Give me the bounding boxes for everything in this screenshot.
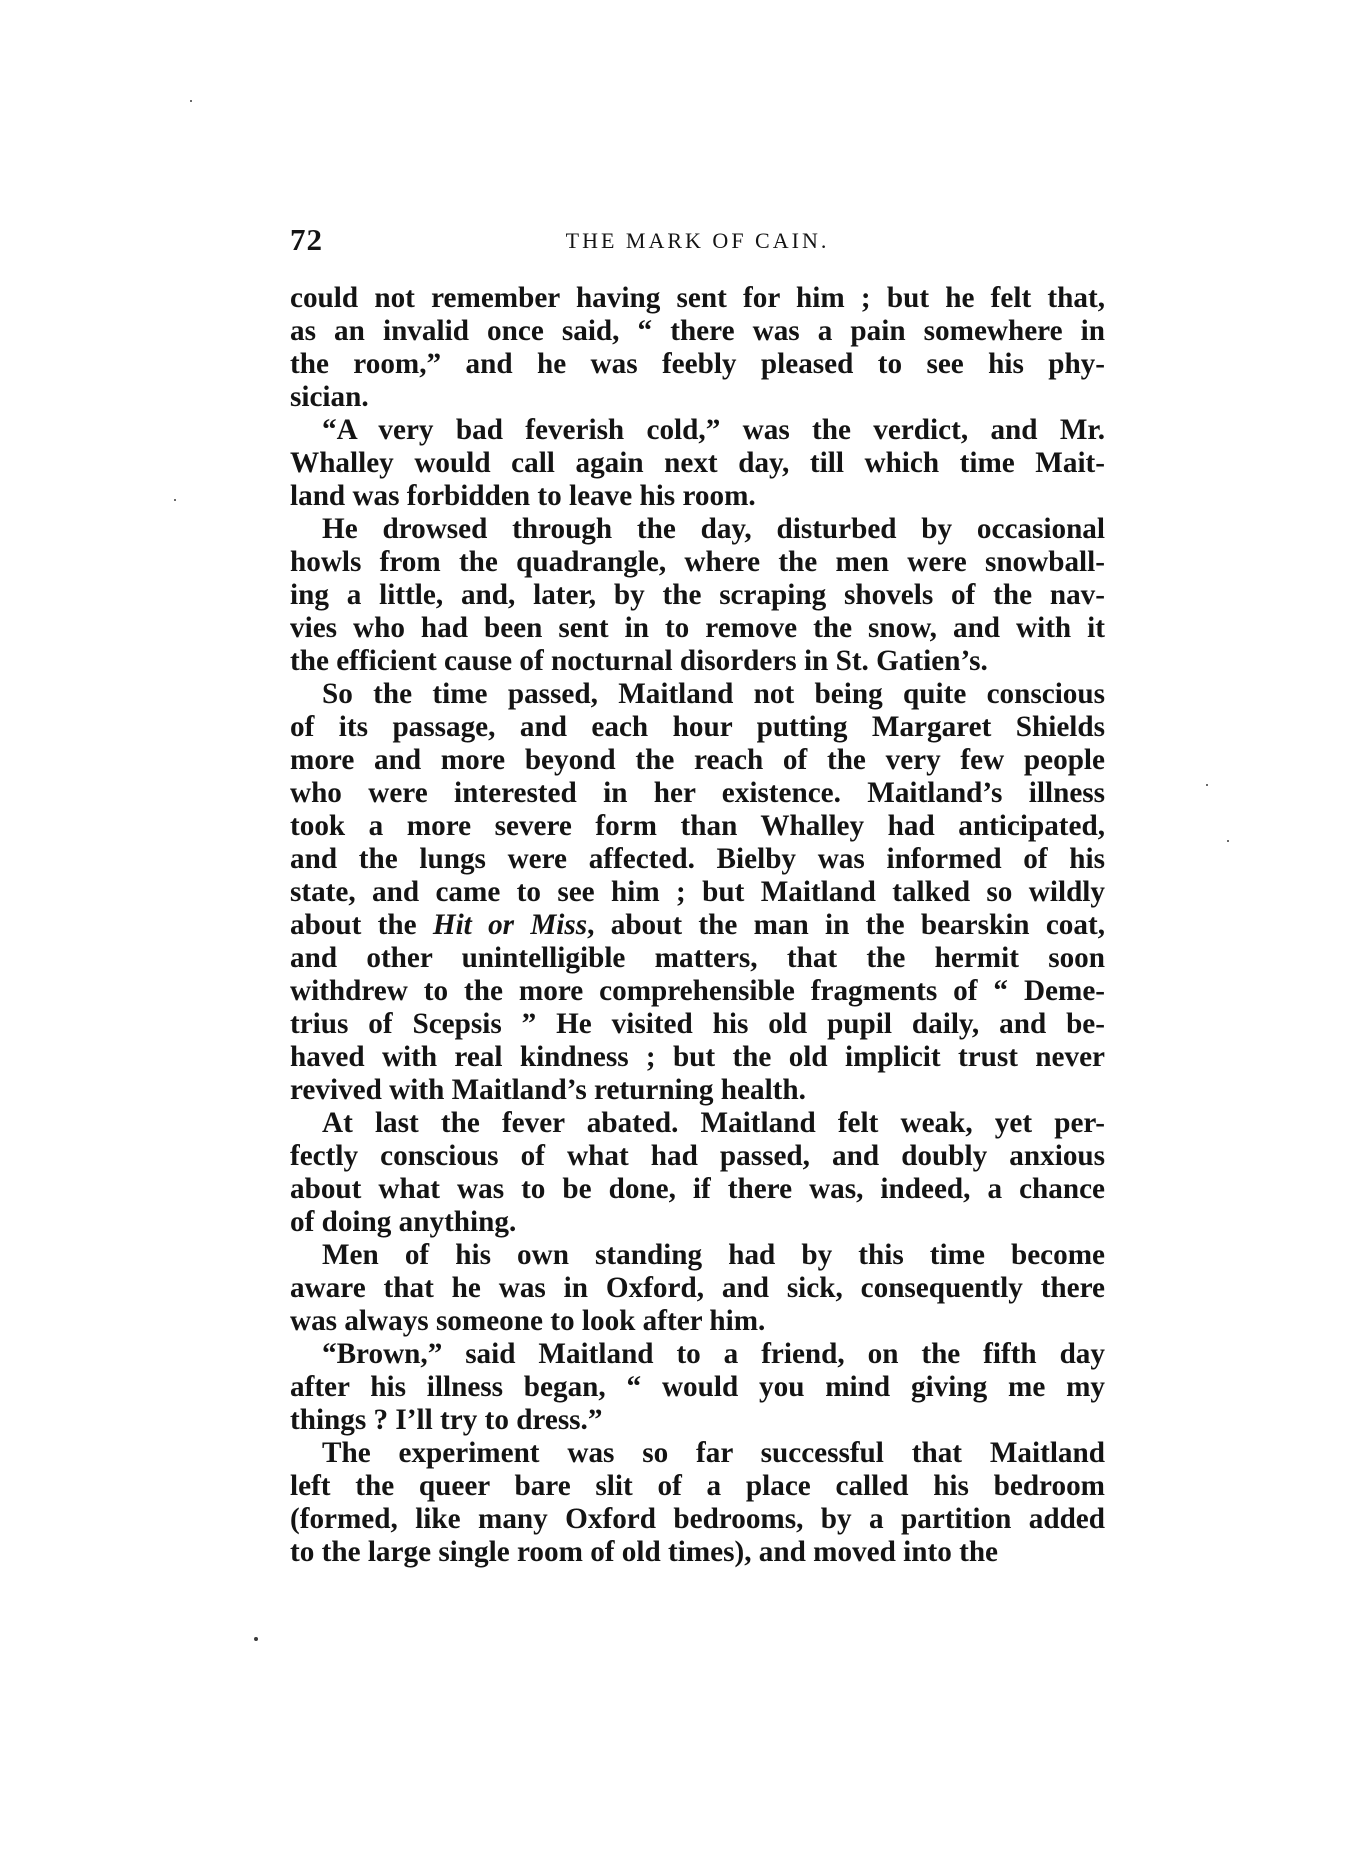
italic-title: Hit or Miss bbox=[432, 909, 588, 941]
scan-speck bbox=[190, 100, 192, 102]
text-line: state, and came to see him ; but Maitland talked so wildly bbox=[290, 876, 1105, 908]
text-line: At last the fever abated. Maitland felt weak, yet per- bbox=[322, 1107, 1105, 1139]
scan-speck bbox=[1206, 784, 1208, 786]
text-line: So the time passed, Maitland not being quite conscious bbox=[322, 678, 1105, 710]
paragraph bbox=[290, 1437, 1105, 1569]
text-line: “Brown,” said Maitland to a friend, on the fifth day bbox=[322, 1338, 1105, 1370]
running-title: THE MARK OF CAIN. bbox=[565, 228, 830, 253]
text-line: the room,” and he was feebly pleased to see his phy- bbox=[290, 348, 1105, 380]
paragraph bbox=[290, 1338, 1105, 1437]
page-header bbox=[290, 222, 1105, 262]
text-line: and other unintelligible matters, that the hermit soon bbox=[290, 942, 1105, 974]
text-line: of doing anything. bbox=[290, 1206, 517, 1238]
text-line: (formed, like many Oxford bedrooms, by a partition added bbox=[290, 1503, 1105, 1535]
text-line: Whalley would call again next day, till which time Mait- bbox=[290, 447, 1105, 479]
text-line: was always someone to look after him. bbox=[290, 1305, 766, 1337]
paragraph bbox=[290, 282, 1105, 414]
text-line: The experiment was so far successful that Maitland bbox=[322, 1437, 1105, 1469]
text-line: “A very bad feverish cold,” was the verdict, and Mr. bbox=[322, 414, 1105, 446]
text-line: took a more severe form than Whalley had anticipated, bbox=[290, 810, 1105, 842]
text-line: as an invalid once said, “ there was a pain somewhere in bbox=[290, 315, 1105, 347]
text-line: aware that he was in Oxford, and sick, consequently there bbox=[290, 1272, 1105, 1304]
text-line: who were interested in her existence. Maitland’s illness bbox=[290, 777, 1105, 809]
text-line: fectly conscious of what had passed, and doubly anxious bbox=[290, 1140, 1105, 1172]
text-line: Men of his own standing had by this time become bbox=[322, 1239, 1105, 1271]
paragraph bbox=[290, 1239, 1105, 1338]
text-line: after his illness began, “ would you mind giving me my bbox=[290, 1371, 1105, 1403]
text-line: left the queer bare slit of a place called his bedroom bbox=[290, 1470, 1105, 1502]
text-line: revived with Maitland’s returning health. bbox=[290, 1074, 806, 1106]
paragraph bbox=[290, 1107, 1105, 1239]
text-line: of its passage, and each hour putting Margaret Shields bbox=[290, 711, 1105, 743]
text-line: about what was to be done, if there was, indeed, a chance bbox=[290, 1173, 1105, 1205]
text-line: and the lungs were affected. Bielby was informed of his bbox=[290, 843, 1105, 875]
text-line: haved with real kindness ; but the old implicit trust never bbox=[290, 1041, 1105, 1073]
text-line: He drowsed through the day, disturbed by occasional bbox=[322, 513, 1105, 545]
text-line: ing a little, and, later, by the scraping shovels of the nav- bbox=[290, 579, 1105, 611]
scan-speck bbox=[174, 499, 176, 501]
page-number: 72 bbox=[290, 222, 323, 257]
body-text bbox=[290, 282, 1105, 1569]
text-line: the efficient cause of nocturnal disorders in St. Gatien’s. bbox=[290, 645, 988, 677]
scan-speck bbox=[1227, 840, 1229, 842]
text-line: howls from the quadrangle, where the men were snowball- bbox=[290, 546, 1105, 578]
text-line: to the large single room of old times), and moved into the bbox=[290, 1536, 999, 1568]
text-line: things ? I’ll try to dress.” bbox=[290, 1404, 603, 1436]
text-line: could not remember having sent for him ; but he felt that, bbox=[290, 282, 1105, 314]
text-line: withdrew to the more comprehensible fragments of “ Deme- bbox=[290, 975, 1105, 1007]
text-line: more and more beyond the reach of the very few people bbox=[290, 744, 1105, 776]
scan-speck bbox=[254, 1637, 258, 1641]
text-line: about the Hit or Miss, about the man in the bearskin coat, bbox=[290, 909, 1105, 941]
paragraph bbox=[290, 414, 1105, 513]
text-line: land was forbidden to leave his room. bbox=[290, 480, 756, 512]
text-line: vies who had been sent in to remove the snow, and with it bbox=[290, 612, 1105, 644]
text-line: sician. bbox=[290, 381, 369, 413]
text-line: trius of Scepsis ” He visited his old pupil daily, and be- bbox=[290, 1008, 1105, 1040]
paragraph bbox=[290, 513, 1105, 678]
paragraph bbox=[290, 678, 1105, 1107]
